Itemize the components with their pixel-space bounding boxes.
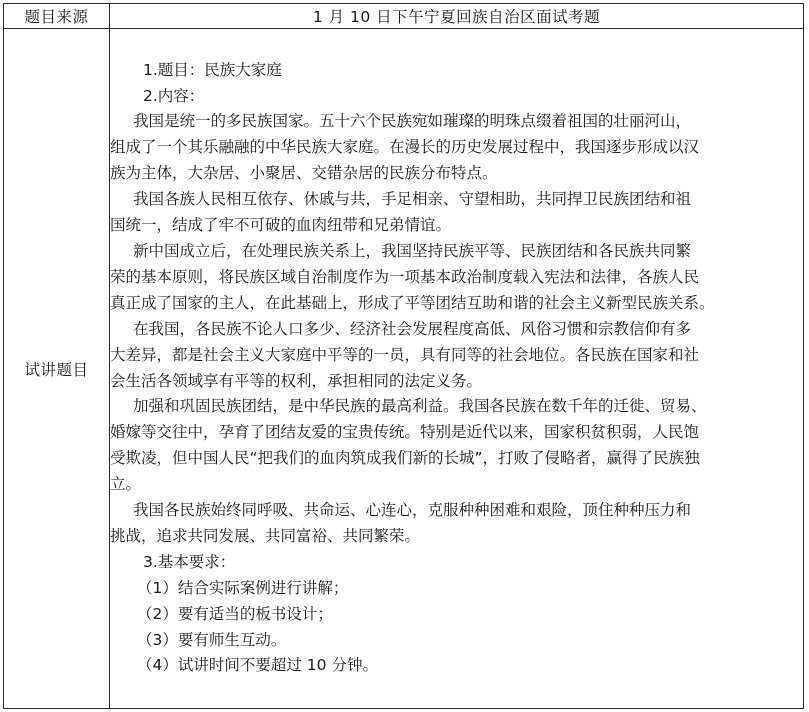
paragraph-line: 在我国，各民族不论人口多少、经济社会发展程度高低、风俗习惯和宗教信仰有多 bbox=[133, 319, 692, 338]
paragraph-line: 加强和巩固民族团结，是中华民族的最高利益。我国各民族在数千年的迁徙、贸易、 bbox=[133, 397, 707, 416]
exam-question-table bbox=[3, 3, 804, 709]
paragraph-line: 荣的基本原则，将民族区域自治制度作为一项基本政治制度载入宪法和法律，各族人民 bbox=[110, 267, 700, 286]
paragraph-line: 我国各民族始终同呼吸、共命运、心连心，克服种种困难和艰险，顶住种种压力和 bbox=[133, 501, 692, 520]
title-line: 1.题目：民族大家庭 bbox=[143, 60, 282, 79]
paragraph-line: 婚嫁等交往中，孕育了团结友爱的宝贵传统。特别是近代以来，国家积贫积弱，人民饱 bbox=[110, 423, 700, 442]
paragraph-line: 受欺凌，但中国人民“把我们的血肉筑成我们新的长城”，打败了侵略者，赢得了民族独 bbox=[110, 449, 700, 468]
requirement-item: （3）要有师生互动。 bbox=[137, 630, 287, 649]
paragraph-line: 我国各族人民相互依存、休戚与共，手足相亲、守望相助，共同捍卫民族团结和祖 bbox=[133, 190, 692, 209]
paragraph-line: 我国是统一的多民族国家。五十六个民族宛如璀璨的明珠点缀着祖国的壮丽河山， bbox=[133, 112, 692, 131]
paragraph-line: 族为主体，大杂居、小聚居、交错杂居的民族分布特点。 bbox=[110, 164, 498, 183]
header-row bbox=[4, 4, 804, 29]
requirement-item: （1）结合实际案例进行讲解； bbox=[137, 578, 349, 597]
paragraph-line: 挑战，追求共同发展、共同富裕、共同繁荣。 bbox=[110, 526, 421, 545]
paragraph-line: 新中国成立后，在处理民族关系上，我国坚持民族平等、民族团结和各民族共同繁 bbox=[133, 241, 692, 260]
paragraph-line: 立。 bbox=[110, 475, 142, 494]
source-label: 题目来源 bbox=[4, 4, 110, 29]
paragraph-line: 真正成了国家的主人，在此基础上，形成了平等团结互助和谐的社会主义新型民族关系。 bbox=[110, 293, 715, 312]
exam-title: 1 月 10 日下午宁夏回族自治区面试考题 bbox=[110, 4, 804, 29]
paragraph-line: 组成了一个其乐融融的中华民族大家庭。在漫长的历史发展过程中，我国逐步形成以汉 bbox=[110, 138, 700, 157]
content-row bbox=[4, 29, 804, 709]
paragraph-line: 大差异，都是社会主义大家庭中平等的一员，具有同等的社会地位。各民族在国家和社 bbox=[110, 345, 700, 364]
question-body bbox=[110, 29, 804, 709]
requirement-item: （2）要有适当的板书设计； bbox=[137, 604, 333, 623]
paragraph-line: 国统一，结成了牢不可破的血肉纽带和兄弟情谊。 bbox=[110, 216, 452, 235]
requirements-heading: 3.基本要求： bbox=[143, 552, 236, 571]
topic-label: 试讲题目 bbox=[4, 29, 110, 709]
paragraph-line: 会生活各领域享有平等的权利，承担相同的法定义务。 bbox=[110, 371, 483, 390]
content-heading: 2.内容： bbox=[143, 86, 205, 105]
requirement-item: （4）试讲时间不要超过 10 分钟。 bbox=[137, 656, 378, 675]
